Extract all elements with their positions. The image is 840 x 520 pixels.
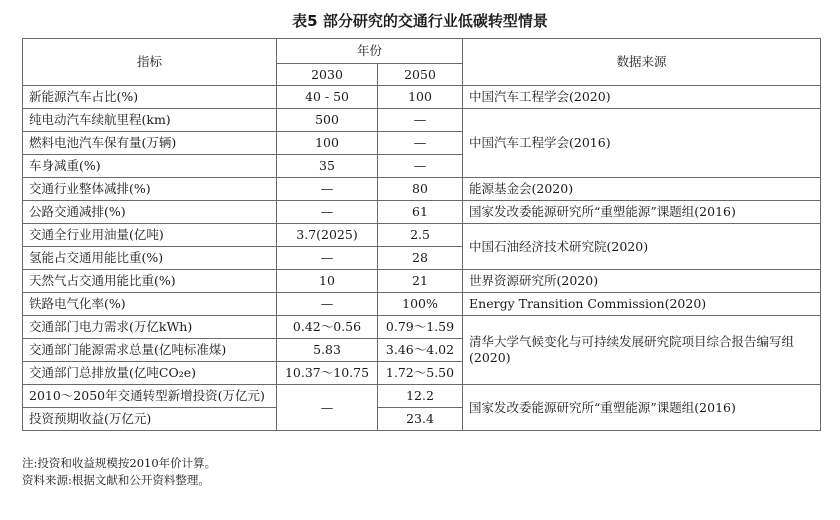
value-2030: 10.37～10.75 [277, 362, 378, 385]
table-row [23, 178, 821, 201]
value-2050: 1.72～5.50 [378, 362, 463, 385]
row-indicator: 交通部门电力需求(万亿kWh) [23, 316, 277, 339]
value-2050: — [378, 155, 463, 178]
row-source: 中国石油经济技术研究院(2020) [463, 224, 821, 270]
value-2050: 2.5 [378, 224, 463, 247]
value-2050: 23.4 [378, 408, 463, 431]
row-source: 国家发改委能源研究所“重塑能源”课题组(2016) [463, 201, 821, 224]
row-indicator: 车身减重(%) [23, 155, 277, 178]
value-2030: 10 [277, 270, 378, 293]
header-year: 年份 [277, 39, 463, 64]
table-title: 表5 部分研究的交通行业低碳转型情景 [292, 12, 548, 30]
value-2030: 500 [277, 109, 378, 132]
row-indicator: 交通部门能源需求总量(亿吨标准煤) [23, 339, 277, 362]
row-indicator: 氢能占交通用能比重(%) [23, 247, 277, 270]
note-text: 注:投资和收益规模按2010年价计算。 [22, 456, 217, 470]
value-2050: 28 [378, 247, 463, 270]
row-source: 能源基金会(2020) [463, 178, 821, 201]
row-source: 中国汽车工程学会(2020) [463, 86, 821, 109]
table-row [23, 293, 821, 316]
table-row [23, 201, 821, 224]
value-2030: 5.83 [277, 339, 378, 362]
table-row [23, 385, 821, 408]
table-notes [22, 455, 216, 489]
row-indicator: 铁路电气化率(%) [23, 293, 277, 316]
value-2050: 3.46～4.02 [378, 339, 463, 362]
row-indicator: 纯电动汽车续航里程(km) [23, 109, 277, 132]
value-2030: — [277, 293, 378, 316]
row-source: 国家发改委能源研究所“重塑能源”课题组(2016) [463, 385, 821, 431]
value-2050: 100 [378, 86, 463, 109]
table-row [23, 109, 821, 132]
row-source: 中国汽车工程学会(2016) [463, 109, 821, 178]
value-2030: 3.7(2025) [277, 224, 378, 247]
data-table [22, 38, 821, 431]
row-indicator: 公路交通减排(%) [23, 201, 277, 224]
value-2050: 61 [378, 201, 463, 224]
row-source: Energy Transition Commission(2020) [463, 293, 821, 316]
value-2030: 40 - 50 [277, 86, 378, 109]
value-2050: 21 [378, 270, 463, 293]
value-2050: 80 [378, 178, 463, 201]
value-2050: — [378, 109, 463, 132]
value-2050: 100% [378, 293, 463, 316]
table-row [23, 224, 821, 247]
table-row [23, 270, 821, 293]
row-indicator: 燃料电池汽车保有量(万辆) [23, 132, 277, 155]
header-source: 数据来源 [463, 39, 821, 86]
row-indicator: 2010～2050年交通转型新增投资(万亿元) [23, 385, 277, 408]
row-indicator: 投资预期收益(万亿元) [23, 408, 277, 431]
value-2030: 100 [277, 132, 378, 155]
value-2030: — [277, 201, 378, 224]
value-2050: — [378, 132, 463, 155]
value-2030: — [277, 247, 378, 270]
row-indicator: 交通行业整体减排(%) [23, 178, 277, 201]
header-indicator: 指标 [23, 39, 277, 86]
header-2050: 2050 [378, 64, 463, 86]
table-row [23, 316, 821, 339]
value-2050: 12.2 [378, 385, 463, 408]
row-indicator: 新能源汽车占比(%) [23, 86, 277, 109]
value-2030: 0.42～0.56 [277, 316, 378, 339]
value-2030: — [277, 385, 378, 431]
value-2030: 35 [277, 155, 378, 178]
source-note: 资料来源:根据文献和公开资料整理。 [22, 473, 210, 487]
row-indicator: 天然气占交通用能比重(%) [23, 270, 277, 293]
value-2050: 0.79～1.59 [378, 316, 463, 339]
header-2030: 2030 [277, 64, 378, 86]
row-source: 世界资源研究所(2020) [463, 270, 821, 293]
value-2030: — [277, 178, 378, 201]
table-row [23, 86, 821, 109]
row-indicator: 交通部门总排放量(亿吨CO₂e) [23, 362, 277, 385]
row-indicator: 交通全行业用油量(亿吨) [23, 224, 277, 247]
row-source: 清华大学气候变化与可持续发展研究院项目综合报告编写组(2020) [463, 316, 821, 385]
